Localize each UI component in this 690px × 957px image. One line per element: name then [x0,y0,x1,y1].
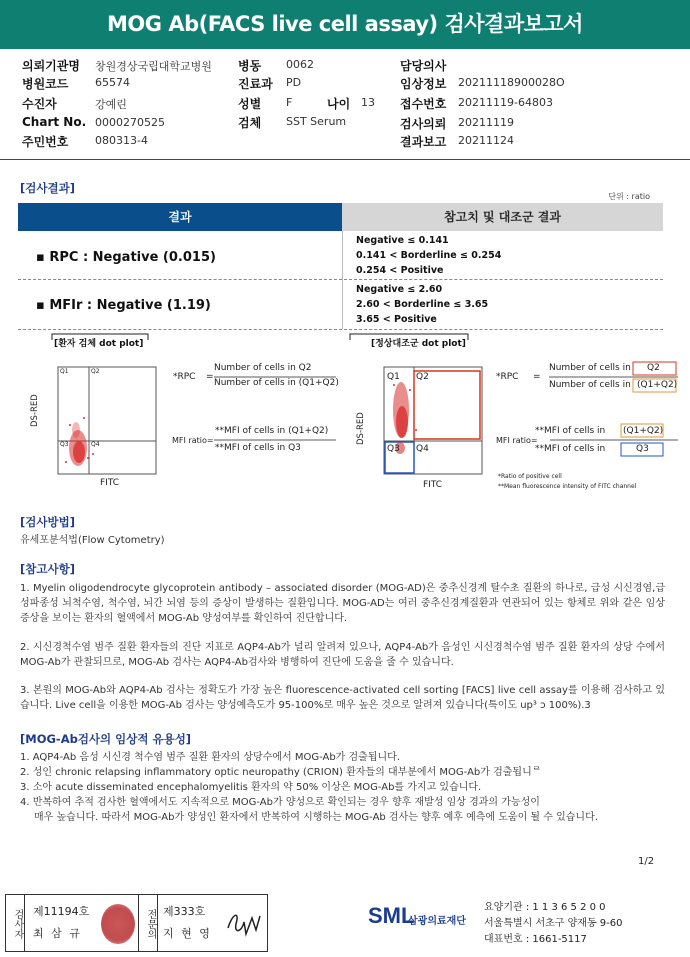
divider [0,159,690,160]
sex-value: F [286,96,293,109]
seal-stamp [101,904,135,944]
control-rpc-numerator: Number of cells in [549,363,631,373]
signature-icon [222,904,264,942]
mfi-numerator: **MFI of cells in (Q1+Q2) [215,426,329,436]
dept-value: PD [286,76,302,89]
result-section-title: [검사결과] [20,181,75,195]
chart-value: 0000270525 [95,116,165,129]
utility-section-title: [MOG-Ab검사의 임상적 유용성] [20,732,192,746]
utility-item-4-cont: 매우 높습니다. 따라서 MOG-Ab가 양성인 환자에서 반복하여 시행하는 MOG-Ab 검사는 향후 예후 예측에 도움이 될 수 있습니다. [34,812,598,823]
control-rpc-label: *RPC [496,372,519,382]
utility-item-4: 4. 반복하여 추적 검사한 혈액에서도 지속적으로 MOG-Ab가 양성으로 확인되는 경우 향후 재발성 임상 경과의 가능성이 [20,797,540,808]
specimen-value: SST Serum [286,115,347,128]
phone: 대표번호 : 1661-5117 [484,934,587,945]
mfir-ref-negative: Negative ≤ 2.60 [356,284,443,295]
chart-label: Chart No. [22,115,87,129]
clinical-label: 임상정보 [400,77,447,91]
patient-xlabel: FITC [100,478,120,488]
rpc-ref-positive: 0.254 < Positive [356,265,444,276]
note-3: 3. 본원의 MOG-Ab와 AQP4-Ab 검사는 정확도가 가장 높은 fluorescence-activated cell sorting [FACS] live cell assay를 이용해 검사하고 있습니다. Live cell을 이용한 MOG-Ab 검사는 양성예측도가 95-100%로 매우 높은 것으로 알려져 있습니다(특이도 up³ ɔ 100%).3 [20,685,665,711]
age-value: 13 [361,96,375,109]
institution-label: 의뢰기관명 [22,59,80,73]
tester-name: 최 삼 규 [33,927,82,940]
mfi-denominator: **MFI of cells in Q3 [215,443,301,453]
plot-note-mfi: **Mean fluorescence intensity of FITC channel [498,483,637,490]
control-mfi-numerator: **MFI of cells in [535,426,606,436]
age-label: 나이 [327,97,351,111]
request-value: 20211119 [458,116,514,129]
method-text: 유세포분석법(Flow Cytometry) [20,535,165,546]
rpc-ref-negative: Negative ≤ 0.141 [356,235,449,246]
specialist-label: 전문의 [138,894,158,952]
request-label: 검사의뢰 [400,117,447,131]
doctor-label: 담당의사 [400,59,447,73]
mfir-reference [356,282,488,327]
plot-note-rpc: *Ratio of positive cell [498,473,562,480]
note-1: 1. Myelin oligodendrocyte glycoprotein antibody – associated disorder (MOG-AD)은 중추신경계 탈수초 질환의 하나로, 급성 시신경염,급성파종성 뇌척수염, 척수염, 뇌간 뇌염 등의 증상이 발생하는 질환입니다. MOG-AD는 여러 중추신경계질환과 연관되어 있는 항체로 위와 같은 임상 증상을 보이는 환자의 혈액에서 MOG-Ab 양성여부를 확인하여 진단합니다. [20,583,665,624]
tester-license: 제11194호 [33,905,90,918]
receipt-label: 접수번호 [400,97,447,111]
sex-label: 성별 [238,97,262,111]
resident-label: 주민번호 [22,135,69,149]
method-section-title: [검사방법] [20,515,75,529]
address: 서울특별시 서초구 양재동 9-60 [484,918,623,929]
specimen-label: 검체 [238,116,262,130]
footer [0,890,690,957]
control-xlabel: FITC [423,480,443,490]
patient-q3: Q3 [60,441,69,448]
utility-item-3: 3. 소아 acute disseminated encephalomyelitis 환자의 약 50% 이상은 MOG-Ab를 가지고 있습니다. [20,782,482,793]
control-mfi-denominator: **MFI of cells in [535,444,606,454]
patient-plot-title: [환자 검체 dot plot] [54,339,144,349]
mfir-ref-positive: 3.65 < Positive [356,314,437,325]
institution-value: 창원경상국립대학교병원 [95,60,212,73]
control-rpc-den-box: (Q1+Q2) [637,380,678,390]
report-date-value: 20211124 [458,134,514,147]
hospital-code-label: 병원코드 [22,77,69,91]
control-q2: Q2 [416,372,429,382]
rpc-reference [356,233,501,278]
patient-q2: Q2 [91,368,100,375]
specialist-name: 지 현 영 [163,927,212,940]
result-header: 결과 [18,203,342,231]
control-mfi-label: MFI ratio= [496,436,538,445]
patient-ylabel: DS-RED [30,394,40,427]
mfir-result: ▪ MFIr : Negative (1.19) [36,298,211,313]
control-q1: Q1 [387,372,400,382]
equals-sign: = [533,372,541,382]
ward-value: 0062 [286,58,314,71]
clinical-value: 20211118900028O [458,76,565,89]
rpc-ref-borderline: 0.141 < Borderline ≤ 0.254 [356,250,502,261]
rpc-denominator: Number of cells in (Q1+Q2) [214,378,339,388]
control-plot-title: [정상대조군 dot plot] [371,339,466,349]
control-ylabel: DS-RED [356,412,366,445]
control-mfi-den-box: Q3 [636,444,649,454]
sml-logo: SML [368,903,415,928]
unit-label: 단위 : ratio [608,192,650,201]
mfi-formula-label: MFI ratio= [172,436,214,445]
notes-section-title: [참고사항] [20,562,75,576]
control-q3: Q3 [387,444,400,454]
receipt-value: 20211119-64803 [458,96,553,109]
resident-value: 080313-4 [95,134,148,147]
ward-label: 병동 [238,59,262,73]
tester-label: 검사자 [5,894,25,952]
report-date-label: 결과보고 [400,135,447,149]
control-rpc-denominator: Number of cells in [549,380,631,390]
table-divider [342,231,343,329]
rpc-formula-label: *RPC [173,372,196,382]
patient-q4: Q4 [91,441,100,448]
dept-label: 진료과 [238,77,273,91]
institution-code: 요양기관 : 1 1 3 6 5 2 0 0 [484,902,606,913]
patient-label: 수진자 [22,97,57,111]
patient-q1: Q1 [60,368,69,375]
reference-header: 참고치 및 대조군 결과 [342,203,663,231]
specialist-license: 제333호 [163,905,206,918]
rpc-result: ▪ RPC : Negative (0.015) [36,250,216,265]
mfir-ref-borderline: 2.60 < Borderline ≤ 3.65 [356,299,489,310]
equals-sign: = [206,372,214,382]
note-2: 2. 시신경척수염 범주 질환 환자들의 진단 지표로 AQP4-Ab가 널리 알려져 있으나, AQP4-Ab가 음성인 시신경척수염 범주 질환 환자의 상당 수에서 MOG-Ab가 관찰되므로, MOG-Ab 검사는 AQP4-Ab검사와 병행하여 진단에 도움을 줄 수 있습니다. [20,642,665,668]
page-number: 1/2 [638,856,655,867]
rpc-numerator: Number of cells in Q2 [214,363,312,373]
report-title: MOG Ab(FACS live cell assay) 검사결과보고서 [0,0,690,49]
patient-value: 강예린 [95,98,127,111]
control-rpc-num-box: Q2 [647,363,660,373]
control-q4: Q4 [416,444,429,454]
utility-item-2: 2. 성인 chronic relapsing inflammatory optic neuropathy (CRION) 환자들의 대부분에서 MOG-Ab가 검출됩니ᄅ [20,767,542,778]
company-name: 삼광의료재단 [408,916,466,927]
utility-item-1: 1. AQP4-Ab 음성 시신경 척수염 범주 질환 환자의 상당수에서 MOG-Ab가 검출됩니다. [20,752,400,763]
hospital-code-value: 65574 [95,76,130,89]
row-divider [18,279,663,280]
control-mfi-num-box: (Q1+Q2) [623,426,664,436]
